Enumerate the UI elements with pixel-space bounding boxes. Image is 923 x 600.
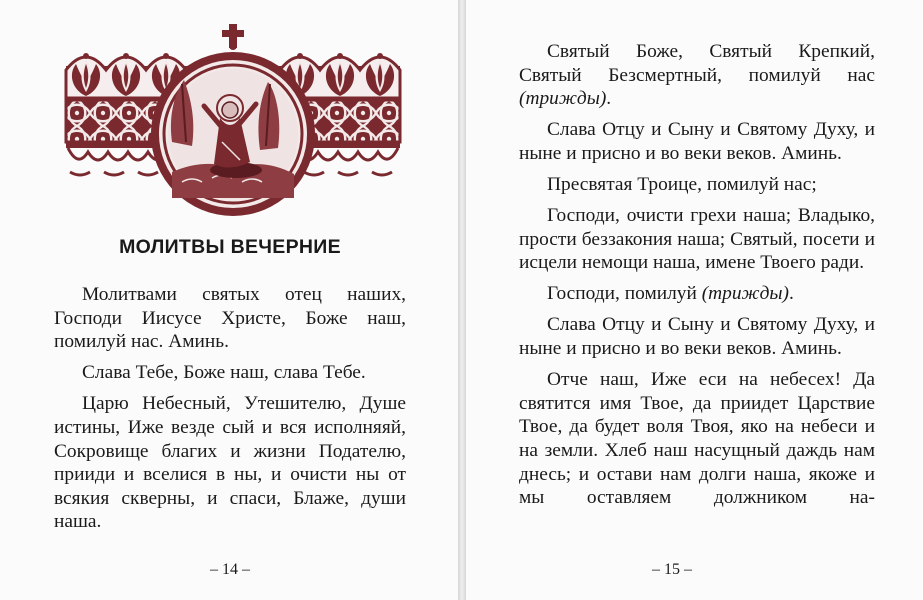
ornament-headpiece-icon [64, 22, 402, 220]
prayer-paragraph: Пресвятая Троице, помилуй нас; [547, 173, 817, 195]
prayer-paragraph: Царю Небесный, Утешителю, Душе истины, Иже везде сый и вся исполняяй, Сокровище благих и жизни Подателю, прииди и вселися в ны, и очисти ны от всякия скверны, и спаси, Блаже, души наша. [54, 393, 406, 533]
prayer-paragraph: Господи, очисти грехи наша; Владыко, прости беззакония наша; Святый, посети и исцели немощи наша, имене Твоего ради. [519, 205, 875, 274]
prayer-paragraph: Слава Отцу и Сыну и Святому Духу, и ныне и присно и во веки веков. Аминь. [519, 119, 875, 164]
prayer-paragraph: Слава Тебе, Боже наш, слава Тебе. [82, 362, 366, 384]
prayer-text: Святый Боже, Святый Крепкий, Святый Безсмертный, помилуй нас [519, 41, 875, 86]
left-page-text [54, 283, 406, 541]
section-heading: МОЛИТВЫ ВЕЧЕРНИЕ [119, 236, 341, 258]
page-number: – 15 – [652, 561, 692, 578]
rubric-italic: (трижды) [519, 88, 607, 110]
page-number: – 14 – [210, 561, 250, 578]
book-gutter [458, 0, 466, 600]
right-page-text [519, 40, 875, 517]
prayer-paragraph: Молитвами святых отец наших, Господи Иисусе Христе, Боже наш, помилуй нас. Аминь. [54, 284, 406, 353]
punctuation: . [789, 283, 794, 305]
rubric-italic: (трижды) [701, 283, 789, 305]
prayer-paragraph [519, 282, 875, 306]
prayer-paragraph: Отче наш, Иже еси на небесех! Да святится имя Твое, да приидет Царствие Твое, да будет воля Твоя, яко на небеси и на земли. Хлеб наш насущный даждь нам днесь; и остави нам долги наша, якоже и мы оставляем должником на- [519, 369, 875, 509]
right-page [466, 0, 923, 600]
prayer-text: Господи, помилуй [547, 283, 697, 305]
punctuation: . [606, 88, 612, 110]
prayer-paragraph: Слава Отцу и Сыну и Святому Духу, и ныне и присно и во веки веков. Аминь. [519, 314, 875, 360]
prayer-paragraph [519, 40, 875, 111]
left-page [0, 0, 458, 600]
